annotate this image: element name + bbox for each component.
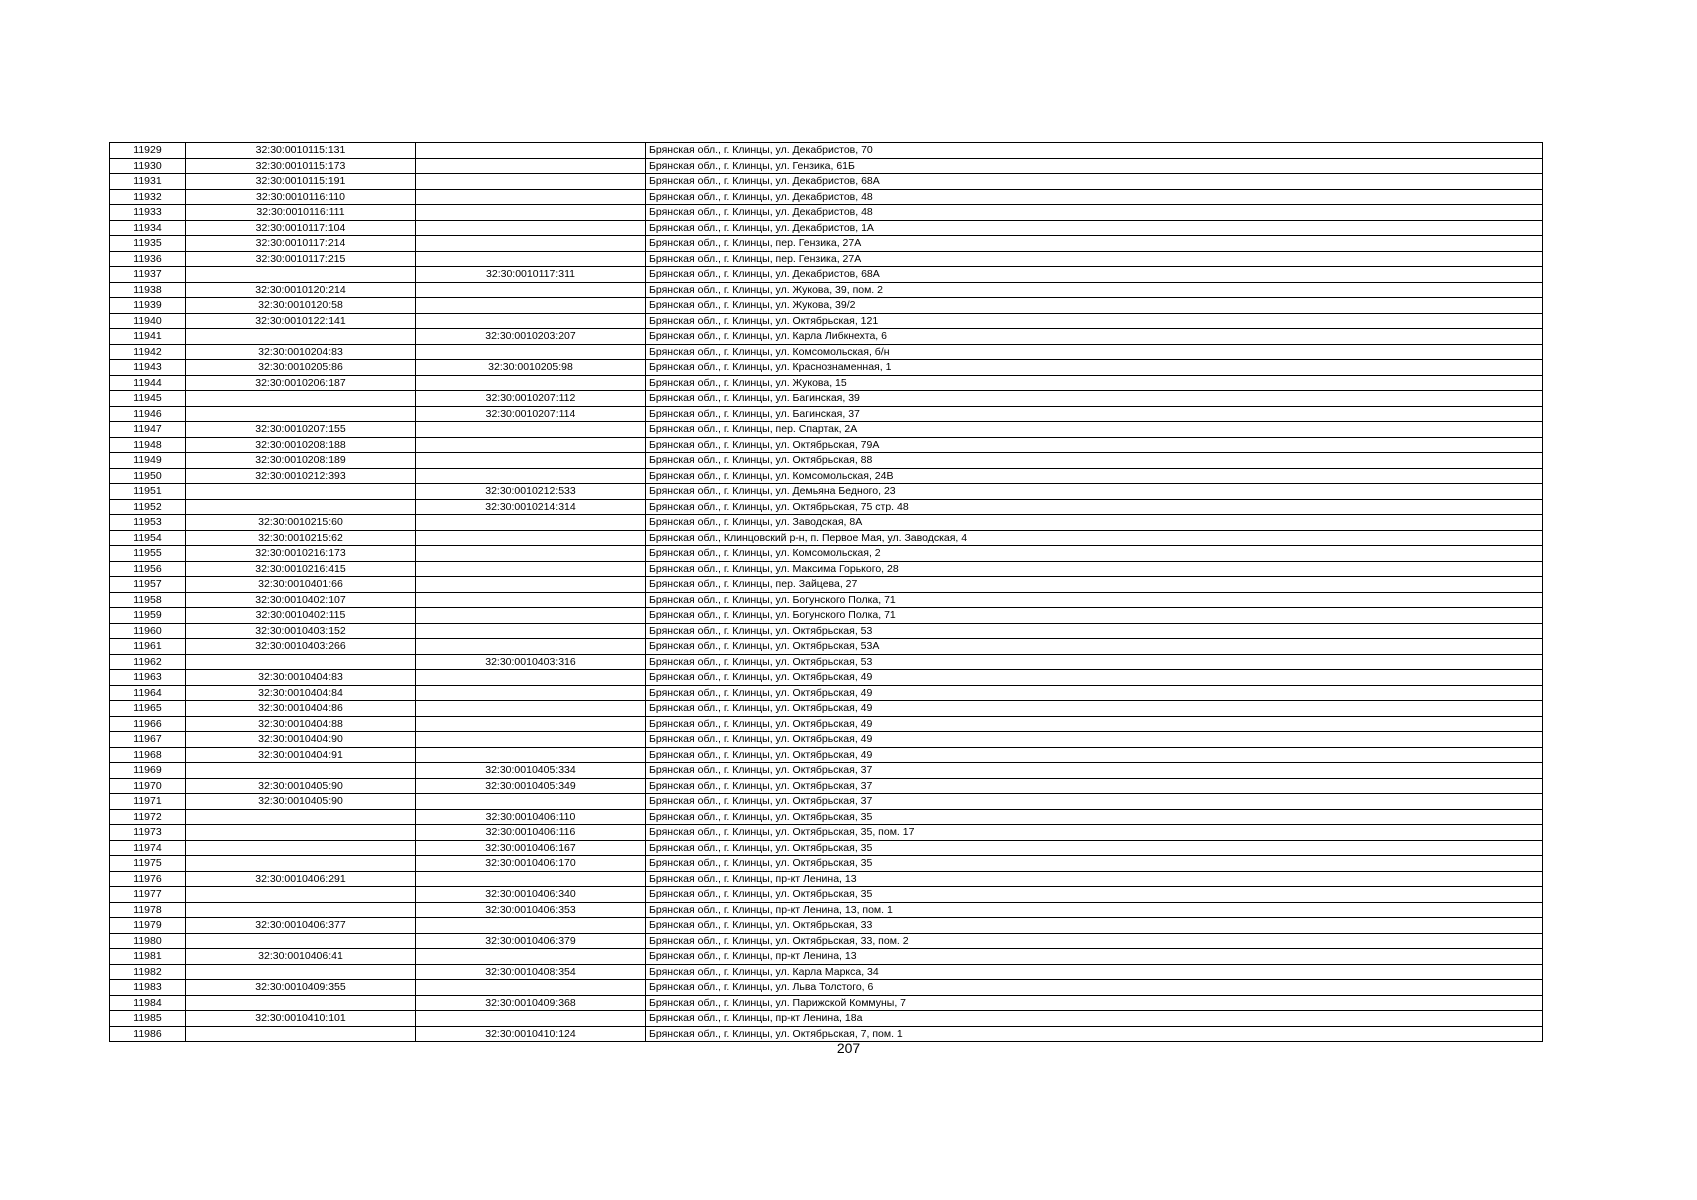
cadastral-number-cell: 32:30:0010403:152 (186, 623, 416, 639)
cadastral-number-cell (186, 484, 416, 500)
cadastral-number-cell: 32:30:0010406:291 (186, 871, 416, 887)
address-cell: Брянская обл., г. Клинцы, ул. Октябрьская, 88 (646, 453, 1543, 469)
secondary-cadastral-number-cell (416, 174, 646, 190)
row-number-cell: 11941 (110, 329, 186, 345)
secondary-cadastral-number-cell (416, 282, 646, 298)
secondary-cadastral-number-cell (416, 670, 646, 686)
row-number-cell: 11985 (110, 1011, 186, 1027)
table-row (110, 530, 1543, 546)
cadastral-number-cell: 32:30:0010116:111 (186, 205, 416, 221)
row-number-cell: 11937 (110, 267, 186, 283)
table-row (110, 778, 1543, 794)
table-row (110, 639, 1543, 655)
address-cell: Брянская обл., г. Клинцы, ул. Октябрьская, 35 (646, 887, 1543, 903)
registry-table-body (110, 143, 1543, 1042)
row-number-cell: 11959 (110, 608, 186, 624)
address-cell: Брянская обл., г. Клинцы, ул. Октябрьская, 75 стр. 48 (646, 499, 1543, 515)
row-number-cell: 11964 (110, 685, 186, 701)
table-row (110, 825, 1543, 841)
address-cell: Брянская обл., г. Клинцы, ул. Жукова, 39, пом. 2 (646, 282, 1543, 298)
row-number-cell: 11953 (110, 515, 186, 531)
table-row (110, 995, 1543, 1011)
table-row (110, 732, 1543, 748)
cadastral-number-cell (186, 825, 416, 841)
secondary-cadastral-number-cell (416, 701, 646, 717)
table-row (110, 174, 1543, 190)
address-cell: Брянская обл., г. Клинцы, ул. Льва Толстого, 6 (646, 980, 1543, 996)
row-number-cell: 11933 (110, 205, 186, 221)
row-number-cell: 11982 (110, 964, 186, 980)
secondary-cadastral-number-cell (416, 453, 646, 469)
secondary-cadastral-number-cell (416, 220, 646, 236)
address-cell: Брянская обл., г. Клинцы, ул. Максима Горького, 28 (646, 561, 1543, 577)
row-number-cell: 11971 (110, 794, 186, 810)
address-cell: Брянская обл., г. Клинцы, ул. Комсомольская, 24В (646, 468, 1543, 484)
table-row (110, 453, 1543, 469)
address-cell: Брянская обл., г. Клинцы, ул. Октябрьская, 35 (646, 809, 1543, 825)
table-row (110, 871, 1543, 887)
cadastral-number-cell: 32:30:0010207:155 (186, 422, 416, 438)
row-number-cell: 11931 (110, 174, 186, 190)
table-row (110, 670, 1543, 686)
cadastral-number-cell (186, 329, 416, 345)
row-number-cell: 11943 (110, 360, 186, 376)
address-cell: Брянская обл., г. Клинцы, ул. Декабристов, 70 (646, 143, 1543, 159)
secondary-cadastral-number-cell: 32:30:0010207:112 (416, 391, 646, 407)
table-row (110, 391, 1543, 407)
address-cell: Брянская обл., г. Клинцы, ул. Октябрьская, 49 (646, 716, 1543, 732)
address-cell: Брянская обл., г. Клинцы, ул. Октябрьская, 53 (646, 623, 1543, 639)
cadastral-number-cell (186, 887, 416, 903)
table-row (110, 623, 1543, 639)
table-row (110, 375, 1543, 391)
address-cell: Брянская обл., г. Клинцы, ул. Декабристов, 48 (646, 205, 1543, 221)
table-row (110, 685, 1543, 701)
row-number-cell: 11942 (110, 344, 186, 360)
table-row (110, 887, 1543, 903)
secondary-cadastral-number-cell (416, 716, 646, 732)
secondary-cadastral-number-cell: 32:30:0010405:334 (416, 763, 646, 779)
cadastral-number-cell: 32:30:0010212:393 (186, 468, 416, 484)
cadastral-number-cell: 32:30:0010402:115 (186, 608, 416, 624)
row-number-cell: 11947 (110, 422, 186, 438)
secondary-cadastral-number-cell (416, 980, 646, 996)
row-number-cell: 11932 (110, 189, 186, 205)
secondary-cadastral-number-cell (416, 918, 646, 934)
table-row (110, 422, 1543, 438)
address-cell: Брянская обл., г. Клинцы, ул. Жукова, 15 (646, 375, 1543, 391)
table-row (110, 205, 1543, 221)
cadastral-number-cell: 32:30:0010208:188 (186, 437, 416, 453)
table-row (110, 902, 1543, 918)
row-number-cell: 11948 (110, 437, 186, 453)
cadastral-number-cell: 32:30:0010116:110 (186, 189, 416, 205)
cadastral-number-cell: 32:30:0010215:60 (186, 515, 416, 531)
cadastral-number-cell: 32:30:0010404:86 (186, 701, 416, 717)
cadastral-number-cell: 32:30:0010404:91 (186, 747, 416, 763)
cadastral-number-cell (186, 809, 416, 825)
row-number-cell: 11938 (110, 282, 186, 298)
address-cell: Брянская обл., г. Клинцы, ул. Октябрьская, 7, пом. 1 (646, 1026, 1543, 1042)
address-cell: Брянская обл., г. Клинцы, пер. Спартак, 2А (646, 422, 1543, 438)
cadastral-number-cell (186, 654, 416, 670)
table-row (110, 484, 1543, 500)
row-number-cell: 11958 (110, 592, 186, 608)
address-cell: Брянская обл., г. Клинцы, ул. Октябрьская, 49 (646, 685, 1543, 701)
address-cell: Брянская обл., г. Клинцы, ул. Гензика, 61Б (646, 158, 1543, 174)
secondary-cadastral-number-cell (416, 422, 646, 438)
table-row (110, 856, 1543, 872)
secondary-cadastral-number-cell (416, 561, 646, 577)
table-row (110, 716, 1543, 732)
secondary-cadastral-number-cell (416, 236, 646, 252)
row-number-cell: 11984 (110, 995, 186, 1011)
row-number-cell: 11965 (110, 701, 186, 717)
address-cell: Брянская обл., г. Клинцы, пер. Зайцева, 27 (646, 577, 1543, 593)
address-cell: Брянская обл., г. Клинцы, ул. Парижской Коммуны, 7 (646, 995, 1543, 1011)
cadastral-number-cell: 32:30:0010208:189 (186, 453, 416, 469)
secondary-cadastral-number-cell (416, 747, 646, 763)
cadastral-number-cell: 32:30:0010409:355 (186, 980, 416, 996)
row-number-cell: 11954 (110, 530, 186, 546)
row-number-cell: 11962 (110, 654, 186, 670)
secondary-cadastral-number-cell (416, 871, 646, 887)
address-cell: Брянская обл., г. Клинцы, пр-кт Ленина, 13 (646, 871, 1543, 887)
address-cell: Брянская обл., г. Клинцы, ул. Багинская, 39 (646, 391, 1543, 407)
address-cell: Брянская обл., г. Клинцы, ул. Октябрьская, 35, пом. 17 (646, 825, 1543, 841)
secondary-cadastral-number-cell: 32:30:0010403:316 (416, 654, 646, 670)
address-cell: Брянская обл., г. Клинцы, ул. Октябрьская, 49 (646, 747, 1543, 763)
cadastral-number-cell (186, 391, 416, 407)
row-number-cell: 11975 (110, 856, 186, 872)
table-row (110, 577, 1543, 593)
cadastral-number-cell: 32:30:0010115:191 (186, 174, 416, 190)
row-number-cell: 11929 (110, 143, 186, 159)
row-number-cell: 11970 (110, 778, 186, 794)
secondary-cadastral-number-cell (416, 158, 646, 174)
cadastral-number-cell: 32:30:0010117:215 (186, 251, 416, 267)
table-row (110, 809, 1543, 825)
table-row (110, 949, 1543, 965)
row-number-cell: 11956 (110, 561, 186, 577)
cadastral-number-cell: 32:30:0010216:415 (186, 561, 416, 577)
secondary-cadastral-number-cell: 32:30:0010117:311 (416, 267, 646, 283)
secondary-cadastral-number-cell (416, 1011, 646, 1027)
secondary-cadastral-number-cell (416, 949, 646, 965)
address-cell: Брянская обл., г. Клинцы, пр-кт Ленина, 18а (646, 1011, 1543, 1027)
table-row (110, 763, 1543, 779)
secondary-cadastral-number-cell: 32:30:0010406:340 (416, 887, 646, 903)
cadastral-number-cell: 32:30:0010404:83 (186, 670, 416, 686)
row-number-cell: 11945 (110, 391, 186, 407)
secondary-cadastral-number-cell (416, 592, 646, 608)
table-row (110, 561, 1543, 577)
row-number-cell: 11952 (110, 499, 186, 515)
row-number-cell: 11972 (110, 809, 186, 825)
secondary-cadastral-number-cell (416, 794, 646, 810)
address-cell: Брянская обл., г. Клинцы, ул. Комсомольская, б/н (646, 344, 1543, 360)
secondary-cadastral-number-cell (416, 344, 646, 360)
cadastral-number-cell (186, 406, 416, 422)
table-row (110, 499, 1543, 515)
cadastral-number-cell: 32:30:0010215:62 (186, 530, 416, 546)
address-cell: Брянская обл., г. Клинцы, ул. Заводская, 8А (646, 515, 1543, 531)
cadastral-number-cell: 32:30:0010406:41 (186, 949, 416, 965)
table-row (110, 794, 1543, 810)
table-row (110, 406, 1543, 422)
table-row (110, 608, 1543, 624)
address-cell: Брянская обл., г. Клинцы, ул. Демьяна Бедного, 23 (646, 484, 1543, 500)
table-row (110, 313, 1543, 329)
secondary-cadastral-number-cell: 32:30:0010203:207 (416, 329, 646, 345)
cadastral-number-cell: 32:30:0010122:141 (186, 313, 416, 329)
secondary-cadastral-number-cell (416, 375, 646, 391)
table-row (110, 933, 1543, 949)
cadastral-number-cell: 32:30:0010204:83 (186, 344, 416, 360)
table-row (110, 437, 1543, 453)
table-row (110, 515, 1543, 531)
secondary-cadastral-number-cell (416, 437, 646, 453)
cadastral-number-cell: 32:30:0010115:131 (186, 143, 416, 159)
table-row (110, 267, 1543, 283)
row-number-cell: 11983 (110, 980, 186, 996)
address-cell: Брянская обл., г. Клинцы, ул. Октябрьская, 49 (646, 732, 1543, 748)
address-cell: Брянская обл., г. Клинцы, ул. Октябрьская, 35 (646, 840, 1543, 856)
address-cell: Брянская обл., г. Клинцы, ул. Декабристов, 48 (646, 189, 1543, 205)
row-number-cell: 11968 (110, 747, 186, 763)
cadastral-number-cell: 32:30:0010410:101 (186, 1011, 416, 1027)
table-row (110, 282, 1543, 298)
row-number-cell: 11949 (110, 453, 186, 469)
cadastral-number-cell: 32:30:0010405:90 (186, 794, 416, 810)
row-number-cell: 11951 (110, 484, 186, 500)
address-cell: Брянская обл., г. Клинцы, ул. Декабристов, 1А (646, 220, 1543, 236)
cadastral-number-cell (186, 499, 416, 515)
row-number-cell: 11935 (110, 236, 186, 252)
table-row (110, 189, 1543, 205)
row-number-cell: 11969 (110, 763, 186, 779)
table-row (110, 654, 1543, 670)
cadastral-number-cell: 32:30:0010206:187 (186, 375, 416, 391)
secondary-cadastral-number-cell: 32:30:0010410:124 (416, 1026, 646, 1042)
table-row (110, 298, 1543, 314)
secondary-cadastral-number-cell (416, 251, 646, 267)
secondary-cadastral-number-cell (416, 546, 646, 562)
secondary-cadastral-number-cell (416, 515, 646, 531)
address-cell: Брянская обл., г. Клинцы, ул. Октябрьская, 37 (646, 763, 1543, 779)
cadastral-number-cell: 32:30:0010117:214 (186, 236, 416, 252)
row-number-cell: 11939 (110, 298, 186, 314)
cadastral-number-cell: 32:30:0010120:214 (186, 282, 416, 298)
table-row (110, 918, 1543, 934)
address-cell: Брянская обл., г. Клинцы, ул. Жукова, 39/2 (646, 298, 1543, 314)
address-cell: Брянская обл., г. Клинцы, ул. Богунского Полка, 71 (646, 592, 1543, 608)
address-cell: Брянская обл., г. Клинцы, ул. Октябрьская, 49 (646, 670, 1543, 686)
table-row (110, 220, 1543, 236)
secondary-cadastral-number-cell: 32:30:0010406:110 (416, 809, 646, 825)
row-number-cell: 11946 (110, 406, 186, 422)
address-cell: Брянская обл., г. Клинцы, ул. Багинская, 37 (646, 406, 1543, 422)
cadastral-number-cell (186, 267, 416, 283)
secondary-cadastral-number-cell (416, 623, 646, 639)
secondary-cadastral-number-cell (416, 608, 646, 624)
secondary-cadastral-number-cell: 32:30:0010406:353 (416, 902, 646, 918)
secondary-cadastral-number-cell (416, 577, 646, 593)
address-cell: Брянская обл., г. Клинцы, пр-кт Ленина, 13 (646, 949, 1543, 965)
row-number-cell: 11980 (110, 933, 186, 949)
row-number-cell: 11940 (110, 313, 186, 329)
cadastral-number-cell: 32:30:0010403:266 (186, 639, 416, 655)
cadastral-number-cell: 32:30:0010405:90 (186, 778, 416, 794)
table-row (110, 980, 1543, 996)
secondary-cadastral-number-cell (416, 205, 646, 221)
address-cell: Брянская обл., г. Клинцы, ул. Октябрьская, 121 (646, 313, 1543, 329)
address-cell: Брянская обл., г. Клинцы, ул. Октябрьская, 37 (646, 778, 1543, 794)
table-row (110, 840, 1543, 856)
row-number-cell: 11979 (110, 918, 186, 934)
secondary-cadastral-number-cell (416, 143, 646, 159)
secondary-cadastral-number-cell: 32:30:0010406:116 (416, 825, 646, 841)
table-row (110, 143, 1543, 159)
table-row (110, 344, 1543, 360)
secondary-cadastral-number-cell: 32:30:0010406:170 (416, 856, 646, 872)
secondary-cadastral-number-cell: 32:30:0010214:314 (416, 499, 646, 515)
row-number-cell: 11955 (110, 546, 186, 562)
table-row (110, 360, 1543, 376)
secondary-cadastral-number-cell (416, 639, 646, 655)
row-number-cell: 11936 (110, 251, 186, 267)
cadastral-number-cell (186, 763, 416, 779)
secondary-cadastral-number-cell: 32:30:0010406:379 (416, 933, 646, 949)
table-row (110, 1011, 1543, 1027)
secondary-cadastral-number-cell (416, 468, 646, 484)
cadastral-number-cell: 32:30:0010406:377 (186, 918, 416, 934)
table-row (110, 329, 1543, 345)
row-number-cell: 11967 (110, 732, 186, 748)
secondary-cadastral-number-cell (416, 685, 646, 701)
address-cell: Брянская обл., г. Клинцы, ул. Декабристов, 68А (646, 174, 1543, 190)
secondary-cadastral-number-cell: 32:30:0010205:98 (416, 360, 646, 376)
cadastral-number-cell: 32:30:0010404:88 (186, 716, 416, 732)
row-number-cell: 11944 (110, 375, 186, 391)
address-cell: Брянская обл., Клинцовский р-н, п. Первое Мая, ул. Заводская, 4 (646, 530, 1543, 546)
cadastral-number-cell (186, 902, 416, 918)
row-number-cell: 11978 (110, 902, 186, 918)
secondary-cadastral-number-cell (416, 298, 646, 314)
secondary-cadastral-number-cell: 32:30:0010409:368 (416, 995, 646, 1011)
address-cell: Брянская обл., г. Клинцы, ул. Октябрьская, 35 (646, 856, 1543, 872)
cadastral-number-cell: 32:30:0010402:107 (186, 592, 416, 608)
cadastral-number-cell: 32:30:0010404:84 (186, 685, 416, 701)
row-number-cell: 11977 (110, 887, 186, 903)
secondary-cadastral-number-cell: 32:30:0010408:354 (416, 964, 646, 980)
table-row (110, 701, 1543, 717)
cadastral-number-cell: 32:30:0010401:66 (186, 577, 416, 593)
address-cell: Брянская обл., г. Клинцы, ул. Карла Маркса, 34 (646, 964, 1543, 980)
address-cell: Брянская обл., г. Клинцы, ул. Октябрьская, 33, пом. 2 (646, 933, 1543, 949)
table-row (110, 592, 1543, 608)
table-row (110, 251, 1543, 267)
cadastral-number-cell: 32:30:0010216:173 (186, 546, 416, 562)
cadastral-number-cell (186, 933, 416, 949)
row-number-cell: 11961 (110, 639, 186, 655)
row-number-cell: 11973 (110, 825, 186, 841)
address-cell: Брянская обл., г. Клинцы, ул. Октябрьская, 53 (646, 654, 1543, 670)
address-cell: Брянская обл., г. Клинцы, пер. Гензика, 27А (646, 251, 1543, 267)
cadastral-number-cell: 32:30:0010205:86 (186, 360, 416, 376)
secondary-cadastral-number-cell: 32:30:0010207:114 (416, 406, 646, 422)
address-cell: Брянская обл., г. Клинцы, ул. Октябрьская, 37 (646, 794, 1543, 810)
row-number-cell: 11981 (110, 949, 186, 965)
row-number-cell: 11974 (110, 840, 186, 856)
row-number-cell: 11960 (110, 623, 186, 639)
address-cell: Брянская обл., г. Клинцы, ул. Октябрьская, 33 (646, 918, 1543, 934)
row-number-cell: 11966 (110, 716, 186, 732)
table-row (110, 747, 1543, 763)
row-number-cell: 11976 (110, 871, 186, 887)
secondary-cadastral-number-cell: 32:30:0010406:167 (416, 840, 646, 856)
address-cell: Брянская обл., г. Клинцы, ул. Комсомольская, 2 (646, 546, 1543, 562)
row-number-cell: 11950 (110, 468, 186, 484)
table-row (110, 468, 1543, 484)
cadastral-number-cell (186, 856, 416, 872)
address-cell: Брянская обл., г. Клинцы, пер. Гензика, 27А (646, 236, 1543, 252)
row-number-cell: 11934 (110, 220, 186, 236)
address-cell: Брянская обл., г. Клинцы, ул. Богунского Полка, 71 (646, 608, 1543, 624)
cadastral-number-cell (186, 840, 416, 856)
cadastral-number-cell (186, 964, 416, 980)
address-cell: Брянская обл., г. Клинцы, пр-кт Ленина, 13, пом. 1 (646, 902, 1543, 918)
address-cell: Брянская обл., г. Клинцы, ул. Декабристов, 68А (646, 267, 1543, 283)
registry-table (109, 142, 1543, 1042)
row-number-cell: 11957 (110, 577, 186, 593)
cadastral-number-cell (186, 995, 416, 1011)
address-cell: Брянская обл., г. Клинцы, ул. Октябрьская, 79А (646, 437, 1543, 453)
cadastral-number-cell: 32:30:0010115:173 (186, 158, 416, 174)
cadastral-number-cell: 32:30:0010120:58 (186, 298, 416, 314)
row-number-cell: 11930 (110, 158, 186, 174)
row-number-cell: 11963 (110, 670, 186, 686)
row-number-cell: 11986 (110, 1026, 186, 1042)
address-cell: Брянская обл., г. Клинцы, ул. Октябрьская, 49 (646, 701, 1543, 717)
secondary-cadastral-number-cell: 32:30:0010405:349 (416, 778, 646, 794)
secondary-cadastral-number-cell: 32:30:0010212:533 (416, 484, 646, 500)
address-cell: Брянская обл., г. Клинцы, ул. Краснознаменная, 1 (646, 360, 1543, 376)
address-cell: Брянская обл., г. Клинцы, ул. Карла Либкнехта, 6 (646, 329, 1543, 345)
secondary-cadastral-number-cell (416, 732, 646, 748)
cadastral-number-cell: 32:30:0010404:90 (186, 732, 416, 748)
table-row (110, 158, 1543, 174)
table-row (110, 964, 1543, 980)
table-row (110, 236, 1543, 252)
cadastral-number-cell: 32:30:0010117:104 (186, 220, 416, 236)
secondary-cadastral-number-cell (416, 189, 646, 205)
address-cell: Брянская обл., г. Клинцы, ул. Октябрьская, 53А (646, 639, 1543, 655)
secondary-cadastral-number-cell (416, 530, 646, 546)
secondary-cadastral-number-cell (416, 313, 646, 329)
page-number: 207 (836, 1040, 861, 1056)
table-row (110, 546, 1543, 562)
